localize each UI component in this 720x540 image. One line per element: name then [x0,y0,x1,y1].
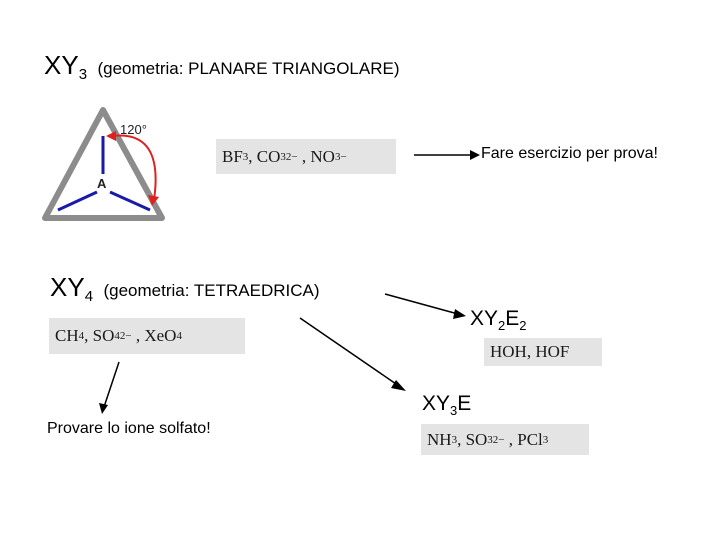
sulfate-note: Provare lo ione solfato! [47,420,211,437]
arrow-to-sulfate-note [104,362,119,407]
label-xy3e: $XY_3E$ [422,392,472,419]
formula-xy4-subscript: 4 [84,288,94,305]
label-xy2e2: $XY_2E_2$ [470,307,527,334]
central-atom-label: A [97,176,107,191]
formula-xy3-subscript: 3 [78,66,88,83]
arrow-to-xy2e2 [385,294,458,314]
geometry-description-planar: (geometria: PLANARE TRIANGOLARE) [97,59,400,78]
xy4-examples-strip: CH 4 , SO 4 2− , XeO 4 [49,318,245,354]
angle-label: 120° [120,122,147,137]
formula-xy4: XY [50,272,85,302]
xy3-examples-strip: BF 3 , CO 3 2− , NO 3 − [216,139,396,174]
geometry-description-tetrahedral: (geometria: TETRAEDRICA) [103,281,320,300]
formula-xy3: XY [44,50,79,80]
exercise-note: Fare esercizio per prova! [481,145,658,162]
arrow-to-xy3e [300,318,399,386]
xy3e-examples-strip: NH 3 , SO 3 2− , PCl 3 [421,424,589,455]
xy2e2-examples-strip: HOH, HOF [484,338,602,366]
